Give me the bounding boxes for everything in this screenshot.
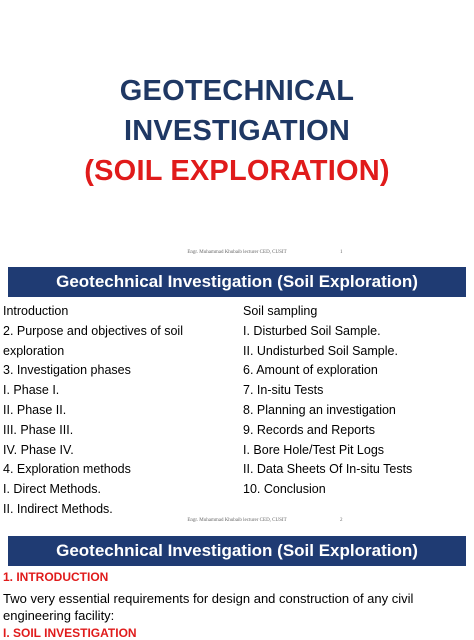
slide-footer	[0, 518, 474, 523]
slide-header: Geotechnical Investigation (Soil Exploration)	[8, 536, 466, 566]
footer-author: Engr. Muhammad Khubaib lecturer CED, CUSIT	[187, 518, 287, 523]
list-item: I. Phase I.	[3, 383, 60, 398]
list-item: I. Disturbed Soil Sample.	[243, 323, 381, 338]
list-item: Introduction	[3, 304, 69, 318]
list-item: 4. Exploration methods	[3, 462, 131, 477]
list-item: 6. Amount of exploration	[243, 363, 378, 378]
introduction-slide	[0, 530, 474, 640]
page-number: 1	[340, 250, 343, 255]
title-line-1: GEOTECHNICAL	[119, 75, 355, 107]
list-item: Soil sampling	[243, 304, 318, 318]
footer-author: Engr. Muhammad Khubaib lecturer CED, CUSIT	[187, 250, 287, 255]
slide-footer	[0, 250, 474, 255]
list-item: II. Indirect Methods.	[3, 501, 113, 516]
body-paragraph: Two very essential requirements for design and construction of any civil engineering facility:	[3, 591, 414, 623]
list-item: 7. In-situ Tests	[243, 383, 324, 398]
list-item: IV. Phase IV.	[3, 442, 74, 457]
list-item: II. Undisturbed Soil Sample.	[243, 343, 398, 358]
list-item: III. Phase III.	[3, 422, 74, 437]
contents-right-column	[243, 302, 471, 500]
title-line-3: (SOIL EXPLORATION)	[84, 155, 390, 187]
list-item: 3. Investigation phases	[3, 363, 131, 378]
page-number: 2	[340, 518, 343, 523]
list-item: 2. Purpose and objectives of soil exploration	[3, 323, 183, 358]
list-item: 9. Records and Reports	[243, 422, 376, 437]
contents-left-column	[3, 302, 231, 520]
list-item: 8. Planning an investigation	[243, 402, 396, 417]
list-item: II. Data Sheets Of In-situ Tests	[243, 462, 413, 477]
list-item: I. Bore Hole/Test Pit Logs	[243, 442, 385, 457]
section-title: 1. INTRODUCTION	[3, 570, 109, 584]
subsection-title: I. SOIL INVESTIGATION	[3, 626, 137, 640]
contents-slide	[0, 262, 474, 530]
list-item: II. Phase II.	[3, 402, 67, 417]
slide-header: Geotechnical Investigation (Soil Exploration)	[8, 267, 466, 297]
title-slide	[0, 0, 474, 262]
list-item: I. Direct Methods.	[3, 482, 101, 497]
title-line-2: INVESTIGATION	[123, 115, 351, 147]
list-item: 10. Conclusion	[243, 482, 326, 497]
